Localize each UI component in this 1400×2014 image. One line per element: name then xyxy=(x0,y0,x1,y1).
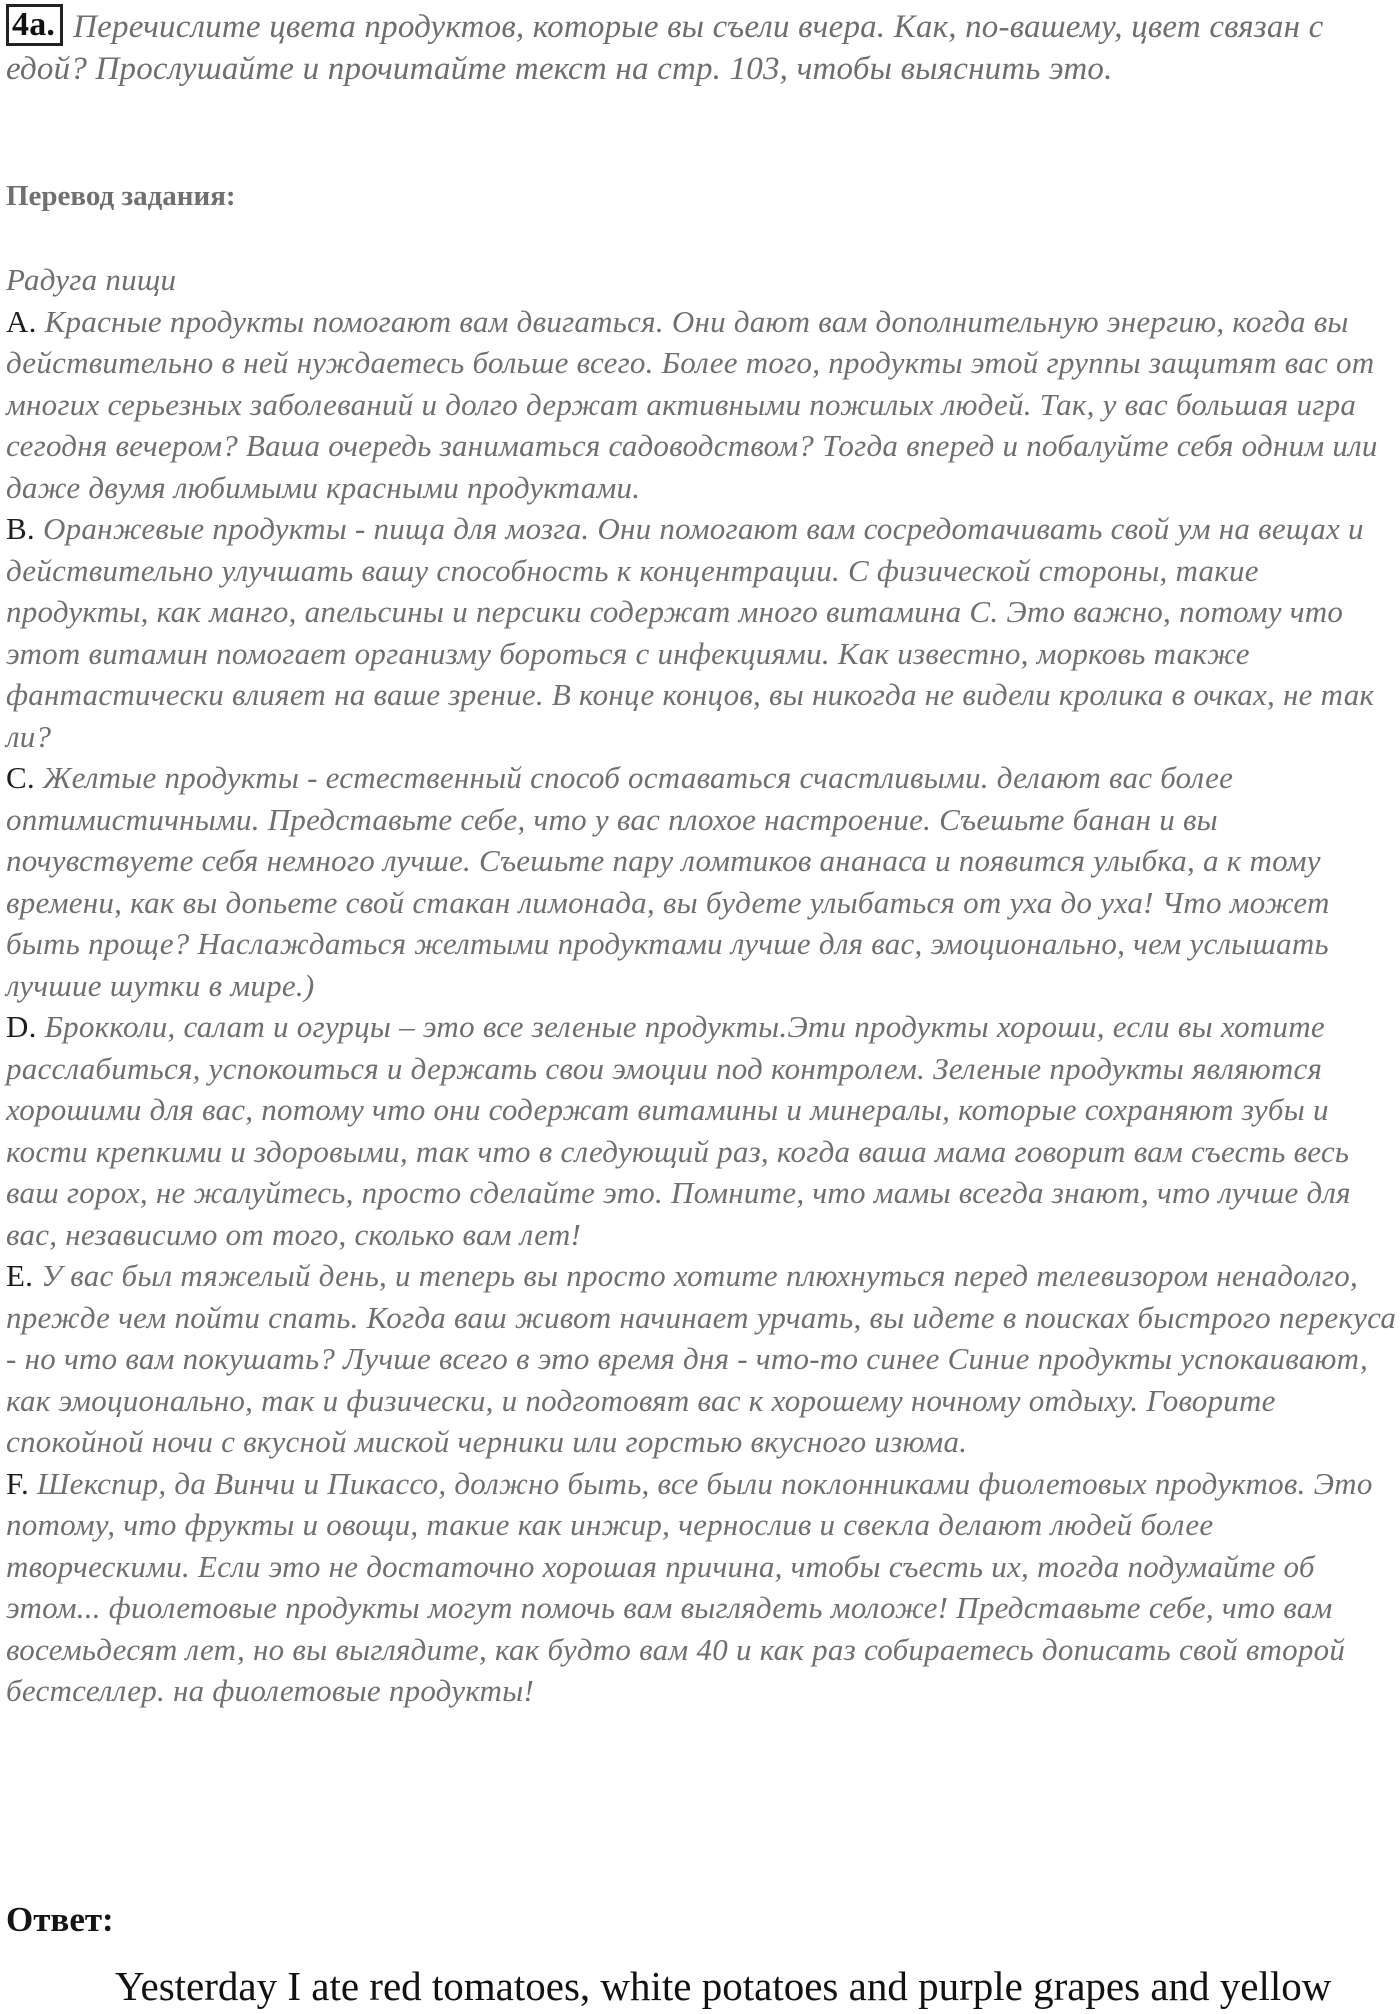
paragraph-letter: B. xyxy=(6,511,35,546)
article-body xyxy=(6,259,1398,1712)
paragraph-b xyxy=(6,508,1398,757)
paragraph-text: Шекспир, да Винчи и Пикассо, должно быть, все были поклонниками фиолетовых продуктов. Это потому, что фрукты и овощи, такие как инжир, чернослив и свекла делают людей более творческими. Если это не достаточно хорошая причина, чтобы съесть их, тогда подумайте об этом... фиолетовые продукты могут помочь вам выглядеть моложе! Представьте себе, что вам восемьдесят лет, но вы выглядите, как будто вам 40 и как раз собираетесь дописать свой второй бестселлер. на фиолетовые продукты! xyxy=(6,1465,1373,1708)
paragraph-letter: D. xyxy=(6,1009,37,1044)
paragraph-text: Красные продукты помогают вам двигаться. Они дают вам дополнительную энергию, когда вы действительно в ней нуждаетесь больше всего. Более того, продукты этой группы защитят вас от многих серьезных заболеваний и долго держат активными пожилых людей. Так, у вас большая игра сегодня вечером? Ваша очередь заниматься садоводством? Тогда вперед и побалуйте себя одним или даже двумя любимыми красными продуктами. xyxy=(6,303,1378,505)
paragraph-text: Оранжевые продукты - пища для мозга. Они помогают вам сосредотачивать свой ум на вещах и действительно улучшать вашу способность к концентрации. С физической стороны, такие продукты, как манго, апельсины и персики содержат много витамина С. Это важно, потому что этот витамин помогает организму бороться с инфекциями. Как известно, морковь также фантастически влияет на ваше зрение. В конце концов, вы никогда не видели кролика в очках, не так ли? xyxy=(6,511,1375,754)
translation-heading: Перевод задания: xyxy=(6,180,236,212)
paragraph-a xyxy=(6,301,1398,509)
paragraph-text: Брокколи, салат и огурцы – это все зеленые продукты.Эти продукты хороши, если вы хотите расслабиться, успокоиться и держать свои эмоции под контролем. Зеленые продукты являются хорошими для вас, потому что они содержат витамины и минералы, которые сохраняют зубы и кости крепкими и здоровыми, так что в следующий раз, когда ваша мама говорит вам съесть весь ваш горох, не жалуйтесь, просто сделайте это. Помните, что мамы всегда знают, что лучше для вас, независимо от того, сколько вам лет! xyxy=(6,1009,1351,1252)
paragraph-f xyxy=(6,1463,1398,1712)
paragraph-letter: C. xyxy=(6,760,35,795)
paragraph-c xyxy=(6,757,1398,1006)
answer-heading: Ответ: xyxy=(6,1900,114,1939)
paragraph-text: У вас был тяжелый день, и теперь вы просто хотите плюхнуться перед телевизором ненадолго, прежде чем пойти спать. Когда ваш живот начинает урчать, вы идете в поисках быстрого перекуса - но что вам покушать? Лучше всего в это время дня - что-то синее Синие продукты успокаивают, как эмоционально, так и физически, и подготовят вас к хорошему ночному отдыху. Говорите спокойной ночи с вкусной миской черники или горстью вкусного изюма. xyxy=(6,1258,1397,1459)
article-title: Радуга пищи xyxy=(6,262,177,297)
task-number-badge xyxy=(6,4,63,46)
paragraph-letter: F. xyxy=(6,1465,30,1501)
paragraph-e xyxy=(6,1255,1398,1463)
paragraph-d xyxy=(6,1006,1398,1255)
task-number-label: 4a. xyxy=(12,6,56,43)
answer-text: Yesterday I ate red tomatoes, white potatoes and purple grapes and yellow xyxy=(115,1963,1332,2009)
paragraph-letter: A. xyxy=(6,303,37,339)
task-instruction xyxy=(6,4,1391,90)
paragraph-text: Желтые продукты - естественный способ оставаться счастливыми. делают вас более оптимистичными. Представьте себе, что у вас плохое настроение. Съешьте банан и вы почувствуете себя немного лучше. Съешьте пару ломтиков ананаса и появится улыбка, а к тому времени, как вы допьете свой стакан лимонада, вы будете улыбаться от уха до уха! Что может быть проще? Наслаждаться желтыми продуктами лучше для вас, эмоционально, чем услышать лучшие шутки в мире.) xyxy=(6,760,1330,1003)
paragraph-letter: E. xyxy=(6,1258,34,1293)
task-text: Перечислите цвета продуктов, которые вы съели вчера. Как, по-вашему, цвет связан с едой? Прослушайте и прочитайте текст на стр. 103, чтобы выяснить это. xyxy=(6,9,1324,87)
